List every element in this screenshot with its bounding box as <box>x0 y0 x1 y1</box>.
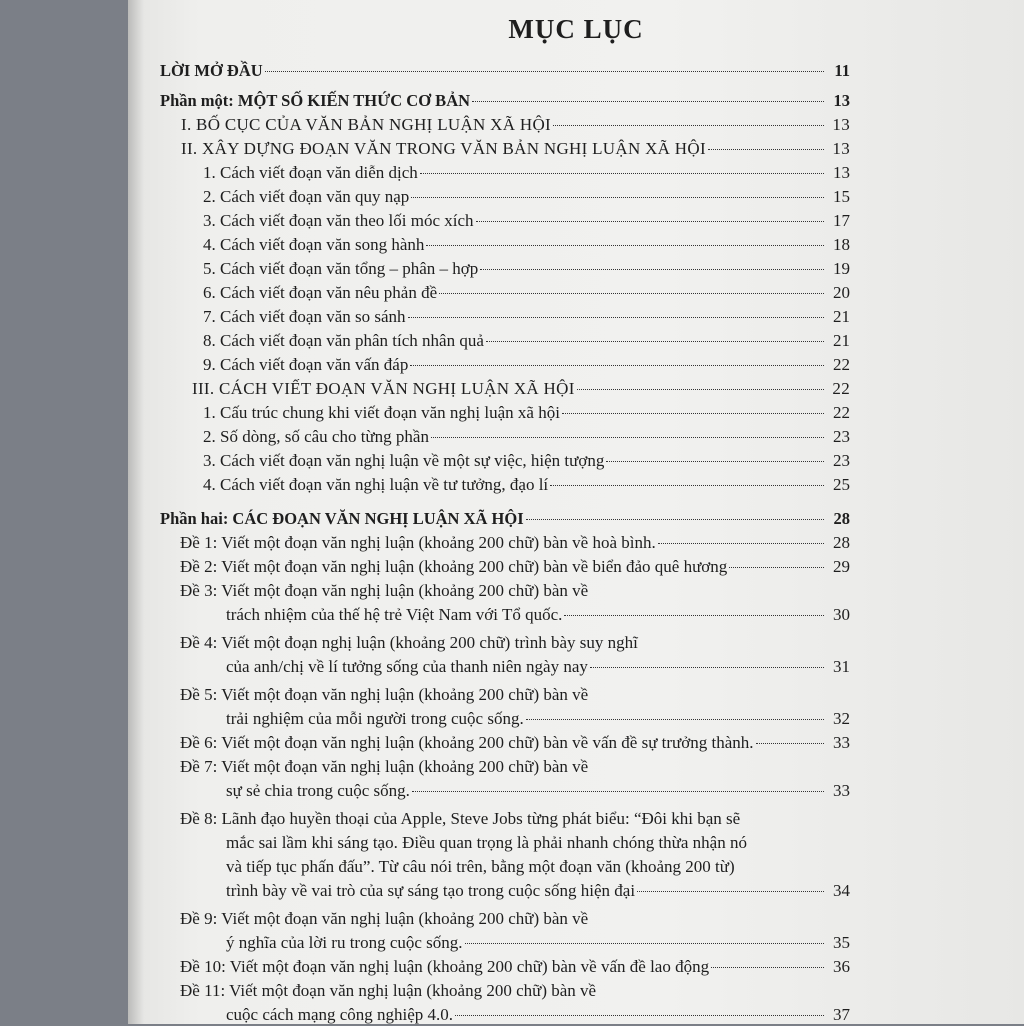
toc-page-number: 13 <box>832 115 850 134</box>
toc-page-number: 22 <box>833 403 850 422</box>
toc-label: 6. Cách viết đoạn văn nêu phản đề <box>203 283 438 302</box>
toc-label: 7. Cách viết đoạn văn so sánh <box>203 307 406 326</box>
toc-label: III. CÁCH VIẾT ĐOẠN VĂN NGHỊ LUẬN XÃ HỘI <box>192 379 575 398</box>
toc-label: 5. Cách viết đoạn văn tổng – phân – hợp <box>203 259 479 278</box>
toc-page-number: 32 <box>833 709 850 728</box>
toc-page-number: 37 <box>833 1005 850 1024</box>
toc-page-number: 21 <box>833 307 850 326</box>
toc-label: Đề 5: Viết một đoạn văn nghị luận (khoảng 200 chữ) bàn về <box>180 685 589 704</box>
toc-label: I. BỐ CỤC CỦA VĂN BẢN NGHỊ LUẬN XÃ HỘI <box>181 115 551 134</box>
toc-entry <box>180 556 850 578</box>
toc-section <box>181 114 850 136</box>
toc-entry <box>203 258 850 280</box>
toc-entry <box>203 426 850 448</box>
toc-page-number: 29 <box>833 557 850 576</box>
page-title: MỤC LỤC <box>508 14 644 44</box>
toc-label: Đề 7: Viết một đoạn văn nghị luận (khoảng 200 chữ) bàn về <box>180 757 589 776</box>
toc-label: Đề 9: Viết một đoạn văn nghị luận (khoảng 200 chữ) bàn về <box>180 909 589 928</box>
toc-label: 2. Số dòng, số câu cho từng phần <box>203 427 429 446</box>
toc-entry <box>180 732 850 754</box>
toc-label-continued: của anh/chị về lí tưởng sống của thanh niên ngày nay <box>226 657 588 676</box>
toc-page-number: 33 <box>833 733 850 752</box>
toc-label: 9. Cách viết đoạn văn vấn đáp <box>203 355 409 374</box>
toc-entry <box>226 932 850 954</box>
toc-entry <box>203 330 850 352</box>
toc-label-continued: trải nghiệm của mỗi người trong cuộc sống. <box>226 709 524 728</box>
toc-page-number: 35 <box>833 933 850 952</box>
toc-page-number: 13 <box>832 139 850 158</box>
toc-page-number: 22 <box>832 379 850 398</box>
toc-label-continued: mắc sai lầm khi sáng tạo. Điều quan trọng là phải nhanh chóng thừa nhận nó <box>226 833 747 852</box>
toc-entry <box>226 780 850 802</box>
toc-page-number: 34 <box>833 881 850 900</box>
toc-label: 1. Cấu trúc chung khi viết đoạn văn nghị luận xã hội <box>203 403 560 422</box>
toc-page-number: 19 <box>833 259 850 278</box>
toc-page-number: 17 <box>833 211 850 230</box>
toc-page-number: 28 <box>833 533 850 552</box>
toc-page-number: 28 <box>833 509 850 528</box>
toc-label: Đề 10: Viết một đoạn văn nghị luận (khoảng 200 chữ) bàn về vấn đề lao động <box>180 957 710 976</box>
toc-entry <box>226 1004 850 1026</box>
toc-page-number: 31 <box>833 657 850 676</box>
toc-label-continued: trách nhiệm của thế hệ trẻ Việt Nam với Tổ quốc. <box>226 605 563 624</box>
toc-entry <box>203 162 850 184</box>
toc-label: Đề 4: Viết một đoạn nghị luận (khoảng 200 chữ) trình bày suy nghĩ <box>180 633 638 652</box>
toc-entry <box>203 450 850 472</box>
toc-entry <box>203 234 850 256</box>
toc-label: Đề 3: Viết một đoạn văn nghị luận (khoảng 200 chữ) bàn về <box>180 581 589 600</box>
toc-label: LỜI MỞ ĐẦU <box>160 61 263 80</box>
toc-entry <box>203 354 850 376</box>
toc-label: 3. Cách viết đoạn văn theo lối móc xích <box>203 211 474 230</box>
toc-page-number: 13 <box>833 91 850 110</box>
toc-label: 8. Cách viết đoạn văn phân tích nhân quả <box>203 331 484 350</box>
toc-page-number: 33 <box>833 781 850 800</box>
toc-page-number: 13 <box>833 163 850 182</box>
toc-label: 3. Cách viết đoạn văn nghị luận về một sự việc, hiện tượng <box>203 451 605 470</box>
page-gutter-shadow <box>128 0 144 1024</box>
toc-label: Phần hai: CÁC ĐOẠN VĂN NGHỊ LUẬN XÃ HỘI <box>160 509 524 528</box>
toc-section <box>192 378 850 400</box>
toc-label: 2. Cách viết đoạn văn quy nạp <box>203 187 410 206</box>
toc-label: Đề 8: Lãnh đạo huyền thoại của Apple, Steve Jobs từng phát biểu: “Đôi khi bạn sẽ <box>180 809 741 828</box>
toc-entry <box>203 186 850 208</box>
toc-entry <box>180 956 850 978</box>
toc-page-number: 25 <box>833 475 850 494</box>
toc-page-number: 18 <box>833 235 850 254</box>
toc-label: 4. Cách viết đoạn văn nghị luận về tư tưởng, đạo lí <box>203 475 549 494</box>
toc-label: Đề 6: Viết một đoạn văn nghị luận (khoảng 200 chữ) bàn về vấn đề sự trưởng thành. <box>180 733 754 752</box>
toc-page-number: 23 <box>833 451 850 470</box>
toc-label: 4. Cách viết đoạn văn song hành <box>203 235 425 254</box>
toc-label-continued: sự sẻ chia trong cuộc sống. <box>226 781 410 800</box>
toc-page-number: 20 <box>833 283 850 302</box>
toc-entry <box>226 708 850 730</box>
toc-entry <box>226 604 850 626</box>
toc-entry <box>203 474 850 496</box>
toc-page-number: 30 <box>833 605 850 624</box>
toc-label: Phần một: MỘT SỐ KIẾN THỨC CƠ BẢN <box>160 91 471 110</box>
toc-label: 1. Cách viết đoạn văn diễn dịch <box>203 163 418 182</box>
toc-entry <box>203 210 850 232</box>
toc-page-number: 15 <box>833 187 850 206</box>
toc-part <box>160 508 850 530</box>
toc-label-continued: và tiếp tục phấn đấu”. Từ câu nói trên, bằng một đoạn văn (khoảng 200 từ) <box>226 857 735 876</box>
toc-label: Đề 2: Viết một đoạn văn nghị luận (khoảng 200 chữ) bàn về biển đảo quê hương <box>180 557 728 576</box>
toc-entry <box>203 282 850 304</box>
toc-part <box>160 90 850 112</box>
toc-entry <box>226 880 850 902</box>
toc-page-number: 21 <box>833 331 850 350</box>
toc-page-number: 36 <box>833 957 850 976</box>
toc-section <box>181 138 850 160</box>
toc-page-number: 23 <box>833 427 850 446</box>
toc-label: Đề 1: Viết một đoạn văn nghị luận (khoảng 200 chữ) bàn về hoà bình. <box>180 533 656 552</box>
toc-page-number: 11 <box>834 61 850 80</box>
toc-entry <box>180 532 850 554</box>
toc-entry <box>203 306 850 328</box>
toc-label: II. XÂY DỰNG ĐOẠN VĂN TRONG VĂN BẢN NGHỊ LUẬN XÃ HỘI <box>181 139 706 158</box>
toc-page-number: 22 <box>833 355 850 374</box>
toc-entry <box>160 60 850 82</box>
toc-label: Đề 11: Viết một đoạn văn nghị luận (khoảng 200 chữ) bàn về <box>180 981 597 1000</box>
toc-entry <box>226 656 850 678</box>
toc-label-continued: ý nghĩa của lời ru trong cuộc sống. <box>226 933 463 952</box>
toc-label-continued: trình bày về vai trò của sự sáng tạo trong cuộc sống hiện đại <box>226 881 636 900</box>
toc-entry <box>203 402 850 424</box>
toc-label-continued: cuộc cách mạng công nghiệp 4.0. <box>226 1005 454 1024</box>
